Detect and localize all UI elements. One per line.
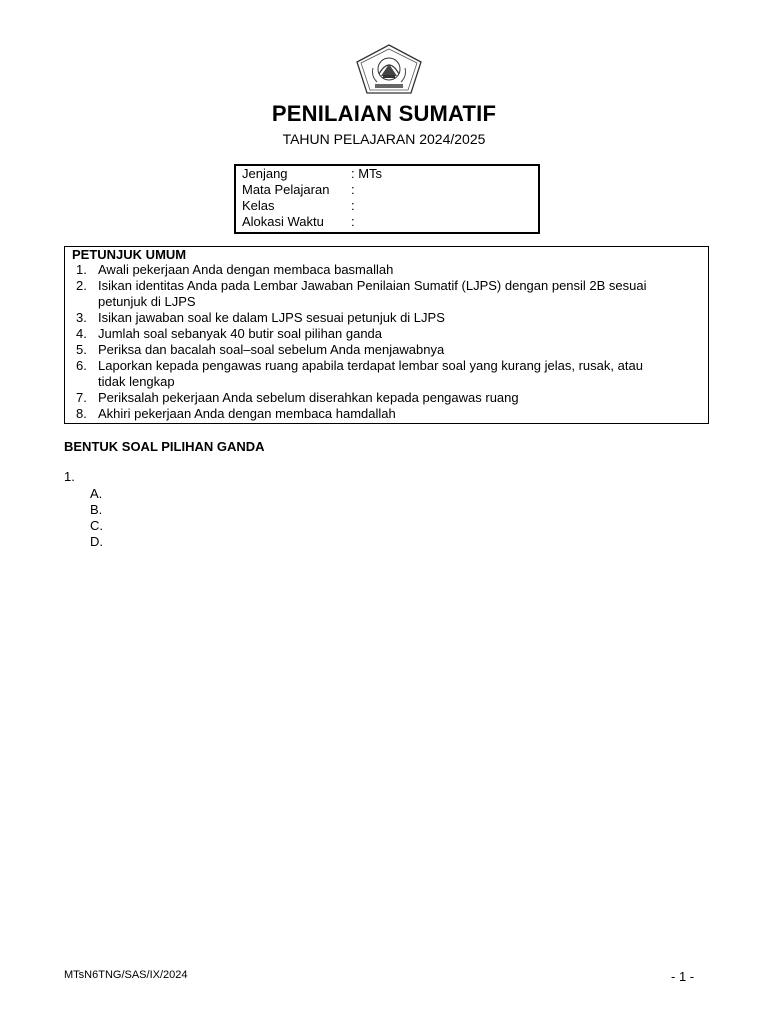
option-a: A. (90, 486, 103, 501)
instruction-text: Isikan jawaban soal ke dalam LJPS sesuai petunjuk di LJPS (98, 310, 445, 325)
info-value: : MTs (351, 166, 383, 181)
info-value: : (351, 214, 355, 229)
option-c: C. (90, 518, 103, 533)
instruction-number: 7. (76, 390, 87, 405)
option-b: B. (90, 502, 103, 517)
instruction-text: Periksalah pekerjaan Anda sebelum diserahkan kepada pengawas ruang (98, 390, 519, 405)
school-emblem-icon (355, 44, 423, 94)
info-label: Kelas (242, 198, 275, 213)
instruction-number: 3. (76, 310, 87, 325)
question-number: 1. (64, 469, 75, 484)
instruction-text: Jumlah soal sebanyak 40 butir soal pilihan ganda (98, 326, 383, 341)
info-value: : (351, 182, 355, 197)
instruction-text-continued: tidak lengkap (98, 374, 175, 389)
section-title: BENTUK SOAL PILIHAN GANDA (64, 439, 265, 454)
info-label: Alokasi Waktu (242, 214, 324, 229)
instruction-number: 6. (76, 358, 87, 373)
academic-year: TAHUN PELAJARAN 2024/2025 (282, 131, 486, 147)
instruction-number: 5. (76, 342, 87, 357)
document-code: MTsN6TNG/SAS/IX/2024 (64, 969, 188, 981)
instruction-text-continued: petunjuk di LJPS (98, 294, 196, 309)
instruction-number: 1. (76, 262, 87, 277)
info-label: Mata Pelajaran (242, 182, 330, 197)
page-number: - 1 - (671, 969, 695, 984)
instruction-text: Isikan identitas Anda pada Lembar Jawaban Penilaian Sumatif (LJPS) dengan pensil 2B sesuai (98, 278, 647, 293)
exam-info-box (234, 164, 540, 234)
instruction-number: 8. (76, 406, 87, 421)
instruction-text: Akhiri pekerjaan Anda dengan membaca hamdallah (98, 406, 396, 421)
document-title: PENILAIAN SUMATIF (271, 101, 497, 126)
option-d: D. (90, 534, 103, 549)
instruction-text: Laporkan kepada pengawas ruang apabila terdapat lembar soal yang kurang jelas, rusak, atau (98, 358, 643, 373)
instruction-text: Awali pekerjaan Anda dengan membaca basmallah (98, 262, 394, 277)
instruction-text: Periksa dan bacalah soal–soal sebelum Anda menjawabnya (98, 342, 445, 357)
instruction-number: 4. (76, 326, 87, 341)
info-label: Jenjang (242, 166, 288, 181)
general-instructions-box (64, 246, 709, 424)
instruction-number: 2. (76, 278, 87, 293)
instructions-heading: PETUNJUK UMUM (72, 247, 187, 262)
info-value: : (351, 198, 355, 213)
